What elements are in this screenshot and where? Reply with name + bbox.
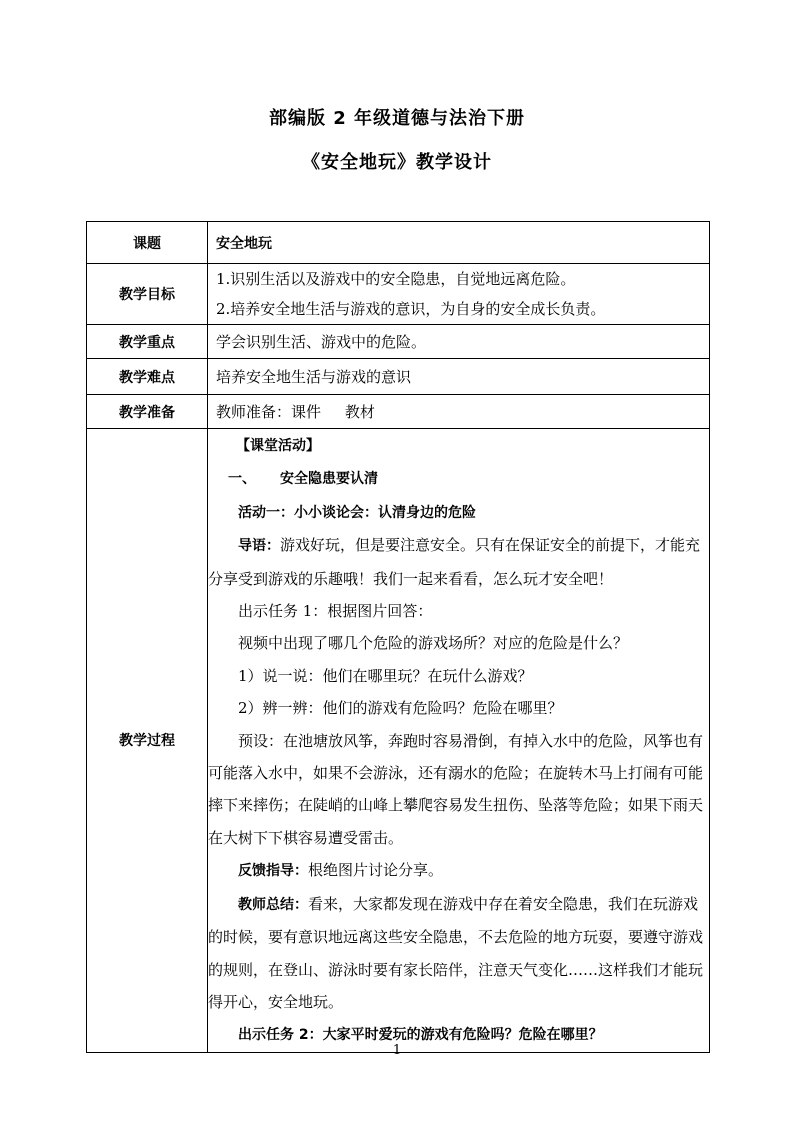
activity-one-title: 活动一：小小谈论会：认清身边的危险 — [238, 504, 476, 521]
summary-paragraph — [208, 888, 709, 1019]
page-number: 1 — [392, 1043, 402, 1058]
task-one: 出示任务 1：根据图片回答： — [238, 602, 433, 621]
topic-label: 课题 — [87, 222, 208, 264]
goals-label: 教学目标 — [87, 264, 208, 325]
goal-item-1: 1.识别生活以及游戏中的安全隐患，自觉地远离危险。 — [216, 270, 576, 288]
summary-label: 教师总结： — [238, 896, 308, 913]
row-process — [87, 429, 710, 1053]
task-question: 视频中出现了哪几个危险的游戏场所？对应的危险是什么？ — [238, 634, 629, 653]
goal-item-2: 2.培养安全地生活与游戏的意识，为自身的安全成长负责。 — [216, 300, 606, 318]
task-two: 出示任务 2：大家平时爱玩的游戏有危险吗？危险在哪里？ — [238, 1027, 603, 1044]
guide-text: 游戏好玩，但是要注意安全。只有在保证安全的前提下，才能充分享受到游戏的乐趣哦！我们一起来看看，怎么玩才安全吧！ — [208, 536, 701, 588]
document-subtitle: 《安全地玩》教学设计 — [302, 152, 492, 173]
difficulty-label: 教学难点 — [87, 359, 208, 395]
sub-question-1: 1）说一说：他们在哪里玩？在玩什么游戏？ — [238, 666, 533, 685]
section-number: 一、 — [228, 471, 256, 488]
prep-value: 教师准备：课件 教材 — [208, 395, 710, 429]
row-topic — [87, 222, 710, 264]
feedback-text: 根绝图片讨论分享。 — [308, 861, 444, 880]
key-label: 教学重点 — [87, 325, 208, 359]
activity-header: 【课堂活动】 — [236, 438, 320, 454]
sub-question-2: 2）辨一辨：他们的游戏有危险吗？危险在哪里？ — [238, 699, 563, 718]
process-content — [208, 429, 710, 1053]
summary-text: 看来，大家都发现在游戏中存在着安全隐患，我们在玩游戏的时候，要有意识地远离这些安全隐患，不去危险的地方玩耍，要遵守游戏的规则，在登山、游泳时要有家长陪伴，注意天气变化……这样我们才能玩得开心，安全地玩。 — [208, 894, 704, 1011]
guide-paragraph — [208, 529, 709, 595]
row-difficulty — [87, 359, 710, 395]
difficulty-value: 培养安全地生活与游戏的意识 — [208, 359, 710, 395]
prep-label: 教学准备 — [87, 395, 208, 429]
preset-answer: 预设：在池塘放风筝，奔跑时容易滑倒，有掉入水中的危险，风筝也有可能落入水中，如果不会游泳，还有溺水的危险；在旋转木马上打闹有可能摔下来摔伤；在陡峭的山峰上攀爬容易发生扭伤、坠落等危险；如果下雨天在大树下下棋容易遭受雷击。 — [208, 731, 704, 847]
lesson-plan-table — [86, 221, 710, 1053]
row-goals — [87, 264, 710, 325]
row-key-point — [87, 325, 710, 359]
feedback-paragraph — [208, 854, 709, 887]
section-title: 安全隐患要认清 — [280, 471, 378, 488]
key-value: 学会识别生活、游戏中的危险。 — [208, 325, 710, 359]
topic-value: 安全地玩 — [216, 235, 272, 252]
guide-label: 导语： — [238, 538, 280, 555]
process-label: 教学过程 — [87, 429, 208, 1053]
feedback-label: 反馈指导： — [238, 863, 308, 880]
row-preparation — [87, 395, 710, 429]
section-heading — [208, 462, 709, 495]
document-title: 部编版 2 年级道德与法治下册 — [268, 108, 526, 129]
